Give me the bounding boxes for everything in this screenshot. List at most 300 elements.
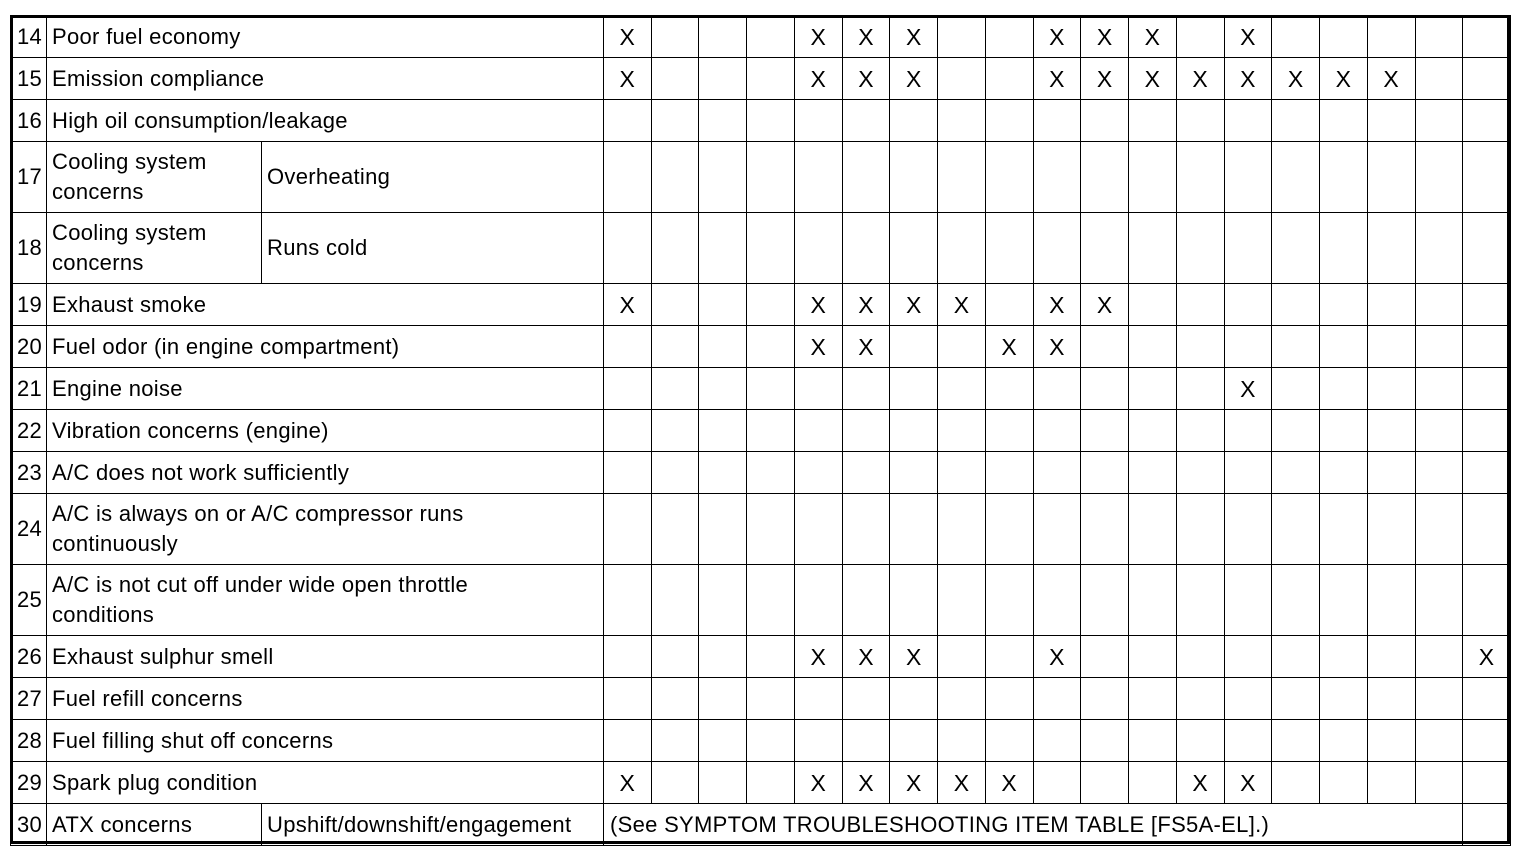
symptom-mark-x: X: [1080, 57, 1129, 100]
symptom-mark-x: X: [985, 325, 1034, 368]
symptom-mark-cell: [1033, 564, 1082, 636]
symptom-label: Vibration concerns (engine): [46, 409, 604, 452]
symptom-mark-x: X: [1128, 57, 1177, 100]
symptom-mark-cell: [698, 719, 747, 762]
symptom-mark-cell: [937, 141, 986, 213]
symptom-mark-cell: [1462, 409, 1511, 452]
symptom-mark-x: X: [1224, 761, 1273, 804]
symptom-mark-cell: [937, 719, 986, 762]
symptom-mark-cell: [1462, 761, 1511, 804]
symptom-mark-cell: [1176, 451, 1225, 494]
symptom-mark-cell: [794, 564, 843, 636]
symptom-mark-cell: [698, 635, 747, 678]
symptom-mark-cell: [1415, 409, 1464, 452]
symptom-mark-cell: [1033, 719, 1082, 762]
sub-symptom-label: Runs cold: [261, 212, 604, 284]
symptom-mark-x: X: [1224, 367, 1273, 410]
symptom-mark-cell: [1367, 367, 1416, 410]
symptom-mark-cell: [651, 57, 700, 100]
symptom-mark-cell: [1415, 451, 1464, 494]
symptom-mark-cell: [603, 564, 652, 636]
symptom-label: Fuel refill concerns: [46, 677, 604, 720]
symptom-mark-cell: [842, 564, 891, 636]
symptom-mark-cell: [746, 451, 795, 494]
row-number: 16: [10, 99, 47, 142]
row-number: 14: [10, 15, 47, 58]
symptom-mark-cell: [746, 493, 795, 565]
symptom-mark-cell: [842, 99, 891, 142]
symptom-mark-x: X: [889, 635, 938, 678]
symptom-mark-cell: [1271, 15, 1320, 58]
symptom-mark-x: X: [1224, 15, 1273, 58]
symptom-mark-cell: [1367, 564, 1416, 636]
symptom-mark-cell: [1462, 493, 1511, 565]
symptom-mark-cell: [651, 212, 700, 284]
symptom-mark-x: X: [842, 635, 891, 678]
symptom-mark-cell: [1080, 493, 1129, 565]
symptom-mark-cell: [985, 719, 1034, 762]
symptom-mark-cell: [1319, 761, 1368, 804]
symptom-label: Engine noise: [46, 367, 604, 410]
symptom-mark-x: X: [1033, 635, 1082, 678]
symptom-mark-cell: [1367, 677, 1416, 720]
symptom-mark-cell: [1462, 325, 1511, 368]
symptom-mark-cell: [985, 367, 1034, 410]
symptom-mark-cell: [794, 493, 843, 565]
symptom-mark-cell: [698, 283, 747, 326]
symptom-mark-cell: [1271, 451, 1320, 494]
symptom-mark-cell: [1271, 719, 1320, 762]
symptom-label: Emission compliance: [46, 57, 604, 100]
symptom-mark-cell: [1415, 15, 1464, 58]
symptom-mark-cell: [746, 325, 795, 368]
symptom-mark-cell: [1462, 141, 1511, 213]
symptom-label: Poor fuel economy: [46, 15, 604, 58]
symptom-mark-cell: [1176, 564, 1225, 636]
symptom-label: Fuel odor (in engine compartment): [46, 325, 604, 368]
symptom-mark-x: X: [1224, 57, 1273, 100]
symptom-mark-cell: [889, 451, 938, 494]
symptom-mark-cell: [698, 493, 747, 565]
symptom-mark-cell: [1080, 325, 1129, 368]
symptom-mark-cell: [1176, 99, 1225, 142]
symptom-mark-cell: [1033, 212, 1082, 284]
row-number: 17: [10, 141, 47, 213]
symptom-mark-cell: [1319, 283, 1368, 326]
symptom-mark-cell: [1415, 367, 1464, 410]
symptom-mark-cell: [1271, 409, 1320, 452]
symptom-mark-cell: [603, 99, 652, 142]
symptom-mark-cell: [1224, 325, 1273, 368]
symptom-mark-cell: [603, 677, 652, 720]
symptom-mark-cell: [842, 141, 891, 213]
symptom-mark-cell: [1271, 564, 1320, 636]
symptom-mark-cell: [1367, 212, 1416, 284]
symptom-mark-cell: [937, 15, 986, 58]
symptom-mark-cell: [985, 57, 1034, 100]
symptom-mark-x: X: [1176, 57, 1225, 100]
row-number: 18: [10, 212, 47, 284]
symptom-mark-cell: [842, 367, 891, 410]
symptom-mark-cell: [1224, 564, 1273, 636]
symptom-mark-cell: [889, 677, 938, 720]
symptom-mark-cell: [1128, 635, 1177, 678]
symptom-mark-cell: [746, 409, 795, 452]
symptom-mark-x: X: [1033, 57, 1082, 100]
symptom-mark-cell: [1462, 367, 1511, 410]
symptom-mark-cell: [651, 761, 700, 804]
symptom-mark-cell: [746, 677, 795, 720]
symptom-mark-cell: [603, 212, 652, 284]
symptom-label: Fuel filling shut off concerns: [46, 719, 604, 762]
symptom-mark-cell: [1271, 141, 1320, 213]
symptom-mark-x: X: [1319, 57, 1368, 100]
symptom-mark-cell: [1224, 141, 1273, 213]
symptom-mark-cell: [842, 493, 891, 565]
symptom-mark-cell: [1033, 409, 1082, 452]
symptom-mark-x: X: [1462, 635, 1511, 678]
symptom-label: A/C does not work sufficiently: [46, 451, 604, 494]
symptom-mark-x: X: [889, 283, 938, 326]
symptom-mark-cell: [698, 15, 747, 58]
symptom-mark-cell: [1271, 493, 1320, 565]
symptom-mark-cell: [1176, 493, 1225, 565]
symptom-mark-x: X: [1033, 325, 1082, 368]
symptom-mark-cell: [603, 719, 652, 762]
see-symptom-table-note: (See SYMPTOM TROUBLESHOOTING ITEM TABLE [FS5A-EL].): [603, 803, 1463, 846]
symptom-label: A/C is always on or A/C compressor runs continuously: [46, 493, 604, 565]
symptom-mark-cell: [1319, 99, 1368, 142]
sub-symptom-label: Upshift/downshift/engagement: [261, 803, 604, 846]
symptom-mark-x: X: [889, 15, 938, 58]
symptom-mark-cell: [889, 719, 938, 762]
symptom-mark-cell: [1080, 451, 1129, 494]
symptom-mark-x: X: [794, 325, 843, 368]
symptom-mark-cell: [1224, 99, 1273, 142]
symptom-mark-cell: [698, 57, 747, 100]
symptom-mark-cell: [603, 325, 652, 368]
symptom-mark-cell: [698, 325, 747, 368]
symptom-mark-cell: [985, 677, 1034, 720]
symptom-label: Spark plug condition: [46, 761, 604, 804]
symptom-mark-cell: [1462, 283, 1511, 326]
symptom-mark-cell: [1271, 283, 1320, 326]
symptom-mark-cell: [1224, 677, 1273, 720]
symptom-mark-cell: [603, 493, 652, 565]
symptom-mark-cell: [1080, 212, 1129, 284]
symptom-mark-cell: [985, 15, 1034, 58]
symptom-mark-cell: [889, 99, 938, 142]
symptom-mark-cell: [794, 719, 843, 762]
symptom-mark-cell: [842, 212, 891, 284]
symptom-mark-cell: [1080, 367, 1129, 410]
symptom-mark-cell: [1128, 99, 1177, 142]
symptom-mark-cell: [698, 761, 747, 804]
symptom-label: High oil consumption/leakage: [46, 99, 604, 142]
symptom-mark-cell: [937, 325, 986, 368]
symptom-mark-cell: [651, 283, 700, 326]
symptom-mark-x: X: [937, 761, 986, 804]
symptom-mark-cell: [1415, 493, 1464, 565]
symptom-mark-cell: [1319, 409, 1368, 452]
symptom-mark-cell: [1176, 212, 1225, 284]
symptom-mark-cell: [1176, 325, 1225, 368]
symptom-mark-cell: [1367, 635, 1416, 678]
symptom-mark-cell: [603, 635, 652, 678]
symptom-mark-cell: [1128, 325, 1177, 368]
symptom-mark-cell: [1128, 367, 1177, 410]
symptom-mark-cell: [889, 141, 938, 213]
symptom-mark-cell: [1415, 635, 1464, 678]
symptom-mark-cell: [794, 141, 843, 213]
symptom-mark-x: X: [794, 15, 843, 58]
symptom-mark-cell: [1224, 409, 1273, 452]
symptom-mark-cell: [1415, 677, 1464, 720]
symptom-mark-cell: [1271, 99, 1320, 142]
symptom-label: Cooling system concerns: [46, 141, 262, 213]
symptom-mark-cell: [1128, 719, 1177, 762]
symptom-mark-cell: [1033, 761, 1082, 804]
symptom-mark-cell: [698, 564, 747, 636]
symptom-mark-cell: [1462, 212, 1511, 284]
symptom-mark-cell: [1080, 99, 1129, 142]
symptom-mark-cell: [603, 141, 652, 213]
symptom-mark-cell: [1319, 719, 1368, 762]
symptom-mark-cell: [889, 409, 938, 452]
row-number: 29: [10, 761, 47, 804]
symptom-mark-x: X: [889, 761, 938, 804]
symptom-mark-cell: [1080, 564, 1129, 636]
row-number: 20: [10, 325, 47, 368]
symptom-mark-cell: [603, 451, 652, 494]
symptom-mark-cell: [651, 409, 700, 452]
symptom-mark-cell: [842, 719, 891, 762]
symptom-mark-x: X: [794, 761, 843, 804]
symptom-mark-cell: [842, 451, 891, 494]
symptom-mark-cell: [1415, 212, 1464, 284]
symptom-mark-cell: [985, 451, 1034, 494]
symptom-mark-x: X: [1271, 57, 1320, 100]
symptom-mark-cell: [1033, 141, 1082, 213]
symptom-mark-cell: [794, 212, 843, 284]
row-number: 19: [10, 283, 47, 326]
symptom-mark-x: X: [842, 57, 891, 100]
symptom-mark-cell: [746, 141, 795, 213]
symptom-mark-cell: [842, 409, 891, 452]
symptom-mark-cell: [1033, 99, 1082, 142]
symptom-mark-cell: [1033, 451, 1082, 494]
symptom-mark-cell: [1271, 677, 1320, 720]
symptom-mark-cell: [1271, 212, 1320, 284]
symptom-mark-cell: [1367, 283, 1416, 326]
symptom-mark-cell: [1319, 15, 1368, 58]
symptom-mark-cell: [889, 367, 938, 410]
symptom-label: ATX concerns: [46, 803, 262, 846]
symptom-mark-x: X: [603, 761, 652, 804]
symptom-mark-x: X: [1176, 761, 1225, 804]
symptom-mark-cell: [1462, 564, 1511, 636]
symptom-mark-cell: [1128, 283, 1177, 326]
symptom-mark-cell: [1033, 677, 1082, 720]
symptom-mark-cell: [794, 451, 843, 494]
symptom-mark-cell: [985, 283, 1034, 326]
symptom-mark-cell: [1367, 493, 1416, 565]
symptom-mark-cell: [1415, 283, 1464, 326]
symptom-mark-cell: [1128, 493, 1177, 565]
symptom-mark-cell: [651, 367, 700, 410]
symptom-mark-cell: [698, 212, 747, 284]
symptom-mark-cell: [985, 212, 1034, 284]
symptom-mark-cell: [1176, 635, 1225, 678]
symptom-mark-x: X: [937, 283, 986, 326]
symptom-mark-cell: [1176, 283, 1225, 326]
symptom-mark-cell: [1128, 212, 1177, 284]
symptom-mark-cell: [746, 719, 795, 762]
row-number: 15: [10, 57, 47, 100]
symptom-mark-cell: [1319, 493, 1368, 565]
symptom-mark-cell: [1367, 409, 1416, 452]
symptom-mark-cell: [1033, 367, 1082, 410]
symptom-mark-cell: [651, 15, 700, 58]
symptom-mark-x: X: [603, 283, 652, 326]
symptom-mark-cell: [1415, 564, 1464, 636]
symptom-mark-cell: [1224, 635, 1273, 678]
symptom-mark-x: X: [794, 635, 843, 678]
symptom-mark-cell: [1224, 212, 1273, 284]
symptom-mark-cell: [794, 367, 843, 410]
symptom-label: Exhaust smoke: [46, 283, 604, 326]
symptom-mark-cell: [1319, 325, 1368, 368]
symptom-mark-cell: [937, 212, 986, 284]
symptom-mark-x: X: [1080, 283, 1129, 326]
symptom-mark-cell: [985, 493, 1034, 565]
symptom-mark-cell: [1319, 677, 1368, 720]
symptom-mark-cell: [1367, 141, 1416, 213]
symptom-mark-cell: [1319, 367, 1368, 410]
symptom-mark-x: X: [1033, 283, 1082, 326]
symptom-mark-cell: [603, 409, 652, 452]
symptom-mark-x: X: [842, 15, 891, 58]
symptom-mark-cell: [794, 677, 843, 720]
symptom-mark-x: X: [1080, 15, 1129, 58]
symptom-mark-x: X: [603, 57, 652, 100]
symptom-mark-cell: [1224, 451, 1273, 494]
symptom-mark-x: X: [842, 283, 891, 326]
symptom-mark-cell: [746, 564, 795, 636]
symptom-mark-cell: [1319, 141, 1368, 213]
symptom-mark-x: X: [603, 15, 652, 58]
symptom-mark-cell: [1224, 493, 1273, 565]
symptom-mark-cell: [746, 283, 795, 326]
symptom-mark-cell: [746, 99, 795, 142]
symptom-mark-cell: [746, 15, 795, 58]
row-number: 26: [10, 635, 47, 678]
symptom-mark-cell: [1462, 677, 1511, 720]
row-number: 27: [10, 677, 47, 720]
symptom-mark-cell: [1176, 141, 1225, 213]
symptom-mark-cell: [937, 409, 986, 452]
symptom-troubleshooting-table: [10, 15, 1510, 844]
symptom-mark-cell: [1080, 409, 1129, 452]
symptom-mark-cell: [1080, 677, 1129, 720]
symptom-mark-cell: [842, 677, 891, 720]
symptom-mark-cell: [651, 493, 700, 565]
symptom-mark-cell: [1367, 15, 1416, 58]
symptom-mark-cell: [1462, 57, 1511, 100]
symptom-mark-cell: [937, 493, 986, 565]
symptom-mark-cell: [1128, 564, 1177, 636]
symptom-mark-cell: [985, 635, 1034, 678]
symptom-mark-cell: [794, 409, 843, 452]
row-number: 24: [10, 493, 47, 565]
row-number: 21: [10, 367, 47, 410]
symptom-mark-cell: [937, 99, 986, 142]
symptom-mark-cell: [651, 719, 700, 762]
symptom-mark-cell: [1080, 635, 1129, 678]
symptom-mark-cell: [1367, 719, 1416, 762]
symptom-mark-cell: [1462, 719, 1511, 762]
symptom-mark-cell: [1128, 409, 1177, 452]
row-number: 25: [10, 564, 47, 636]
symptom-mark-x: X: [794, 283, 843, 326]
symptom-mark-cell: [1080, 761, 1129, 804]
symptom-mark-cell: [985, 564, 1034, 636]
symptom-mark-x: X: [794, 57, 843, 100]
symptom-mark-cell: [651, 677, 700, 720]
symptom-mark-cell: [1176, 719, 1225, 762]
symptom-mark-cell: [1367, 99, 1416, 142]
symptom-mark-x: X: [1367, 57, 1416, 100]
symptom-mark-cell: [698, 99, 747, 142]
symptom-mark-cell: [1415, 57, 1464, 100]
symptom-mark-cell: [1367, 761, 1416, 804]
symptom-mark-cell: [1128, 451, 1177, 494]
symptom-mark-cell: [746, 761, 795, 804]
symptom-mark-cell: [746, 367, 795, 410]
symptom-mark-x: X: [985, 761, 1034, 804]
row-number: 30: [10, 803, 47, 846]
symptom-mark-cell: [889, 212, 938, 284]
symptom-mark-cell: [1319, 451, 1368, 494]
symptom-mark-cell: [1271, 635, 1320, 678]
symptom-mark-x: X: [842, 325, 891, 368]
symptom-mark-cell: [651, 451, 700, 494]
symptom-mark-cell: [1271, 325, 1320, 368]
symptom-mark-x: X: [889, 57, 938, 100]
symptom-mark-cell: [937, 677, 986, 720]
symptom-mark-cell: [1462, 99, 1511, 142]
symptom-mark-cell: [1319, 564, 1368, 636]
symptom-mark-cell: [1176, 409, 1225, 452]
symptom-mark-cell: [889, 493, 938, 565]
symptom-mark-cell: [1367, 451, 1416, 494]
symptom-mark-cell: [1176, 15, 1225, 58]
sub-symptom-label: Overheating: [261, 141, 604, 213]
symptom-label: A/C is not cut off under wide open throttle conditions: [46, 564, 604, 636]
symptom-mark-cell: [1415, 325, 1464, 368]
symptom-mark-x: X: [842, 761, 891, 804]
symptom-mark-cell: [1128, 141, 1177, 213]
symptom-mark-cell: [1319, 212, 1368, 284]
symptom-mark-cell: [1415, 761, 1464, 804]
symptom-mark-cell: [698, 409, 747, 452]
symptom-mark-cell: [651, 99, 700, 142]
symptom-mark-cell: [1128, 761, 1177, 804]
row-number: 23: [10, 451, 47, 494]
symptom-mark-cell: [651, 564, 700, 636]
symptom-label: Exhaust sulphur smell: [46, 635, 604, 678]
symptom-mark-cell: [985, 409, 1034, 452]
